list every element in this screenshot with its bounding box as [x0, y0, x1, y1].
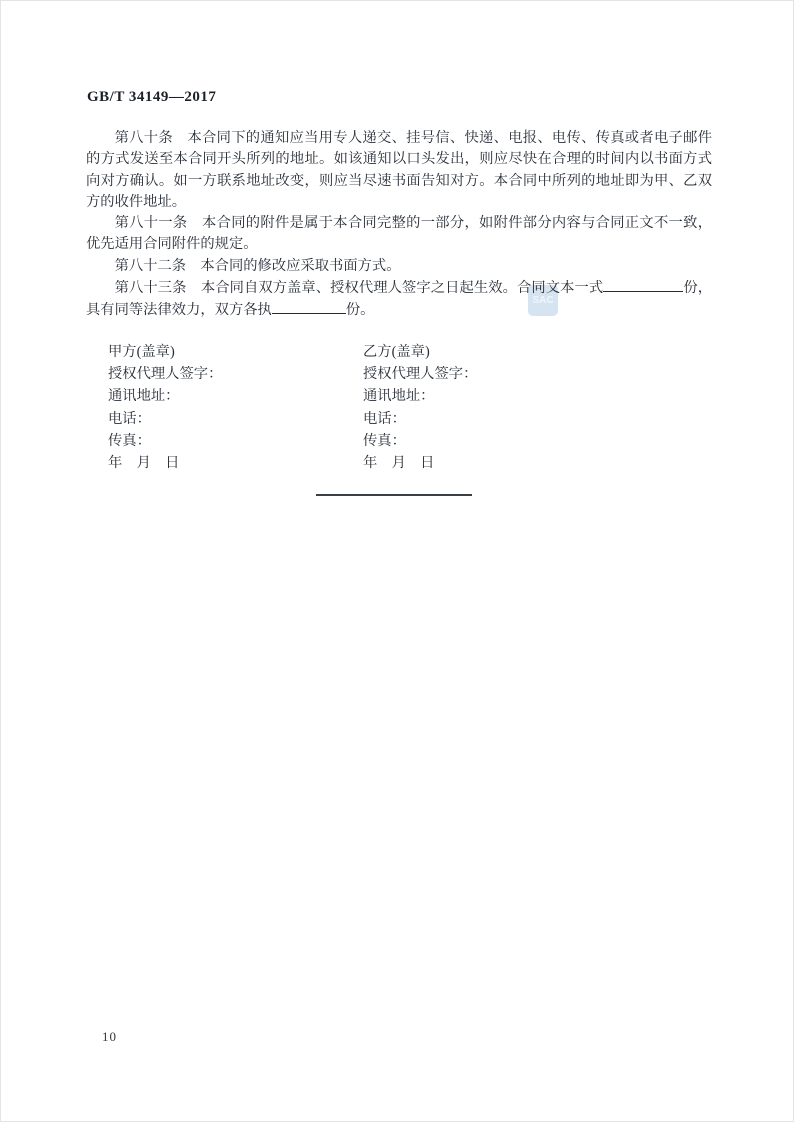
clause-83-paragraph: [86, 277, 712, 322]
party-b-agent-signature-label: 授权代理人签字：: [363, 366, 478, 383]
clause-80-paragraph: 第八十条 本合同下的通知应当用专人递交、挂号信、快递、电报、电传、传真或者电子邮件的方式发送至本合同开头所列的地址。如该通知以口头发出，则应尽快在合理的时间内以书面方式向对方确认。如一方联系地址改变，则应当尽速书面告知对方。本合同中所列的地址即为甲、乙双方的收件地址。: [86, 130, 712, 210]
page-number: 10: [102, 1029, 117, 1044]
clause-83-text-2: 份，具有同等法律效力，双方各执: [86, 280, 713, 319]
party-a-agent-signature-label: 授权代理人签字：: [108, 366, 223, 383]
party-a-date-label: 年 月 日: [108, 454, 180, 471]
party-a-seal-label: 甲方(盖章): [108, 344, 175, 360]
standard-number-header: GB/T 34149—2017: [87, 89, 217, 105]
party-b-seal-label: 乙方(盖章): [363, 344, 430, 360]
clause-81-paragraph: 第八十一条 本合同的附件是属于本合同完整的一部分，如附件部分内容与合同正文不一致，优先适用合同附件的规定。: [86, 215, 712, 253]
contract-clauses: [86, 128, 712, 322]
copies-each-blank: [272, 299, 346, 314]
party-b-signature-column: [363, 341, 613, 474]
copies-count-blank: [603, 277, 683, 292]
party-b-date-label: 年 月 日: [363, 454, 435, 471]
party-a-fax-label: 传真：: [108, 432, 151, 449]
clause-82-paragraph: 第八十二条 本合同的修改应采取书面方式。: [114, 257, 401, 274]
party-b-address-label: 通讯地址：: [363, 388, 435, 405]
clause-83-text-1: 第八十三条 本合同自双方盖章、授权代理人签字之日起生效。合同文本一式: [114, 280, 604, 297]
party-a-address-label: 通讯地址：: [108, 388, 180, 405]
party-a-signature-column: [108, 341, 358, 474]
party-b-fax-label: 传真：: [363, 432, 406, 449]
end-of-document-rule: [316, 494, 472, 496]
party-a-phone-label: 电话：: [108, 410, 151, 427]
sac-watermark: SAC: [528, 285, 558, 316]
clause-83-text-3: 份。: [345, 302, 375, 319]
party-b-phone-label: 电话：: [363, 410, 406, 427]
